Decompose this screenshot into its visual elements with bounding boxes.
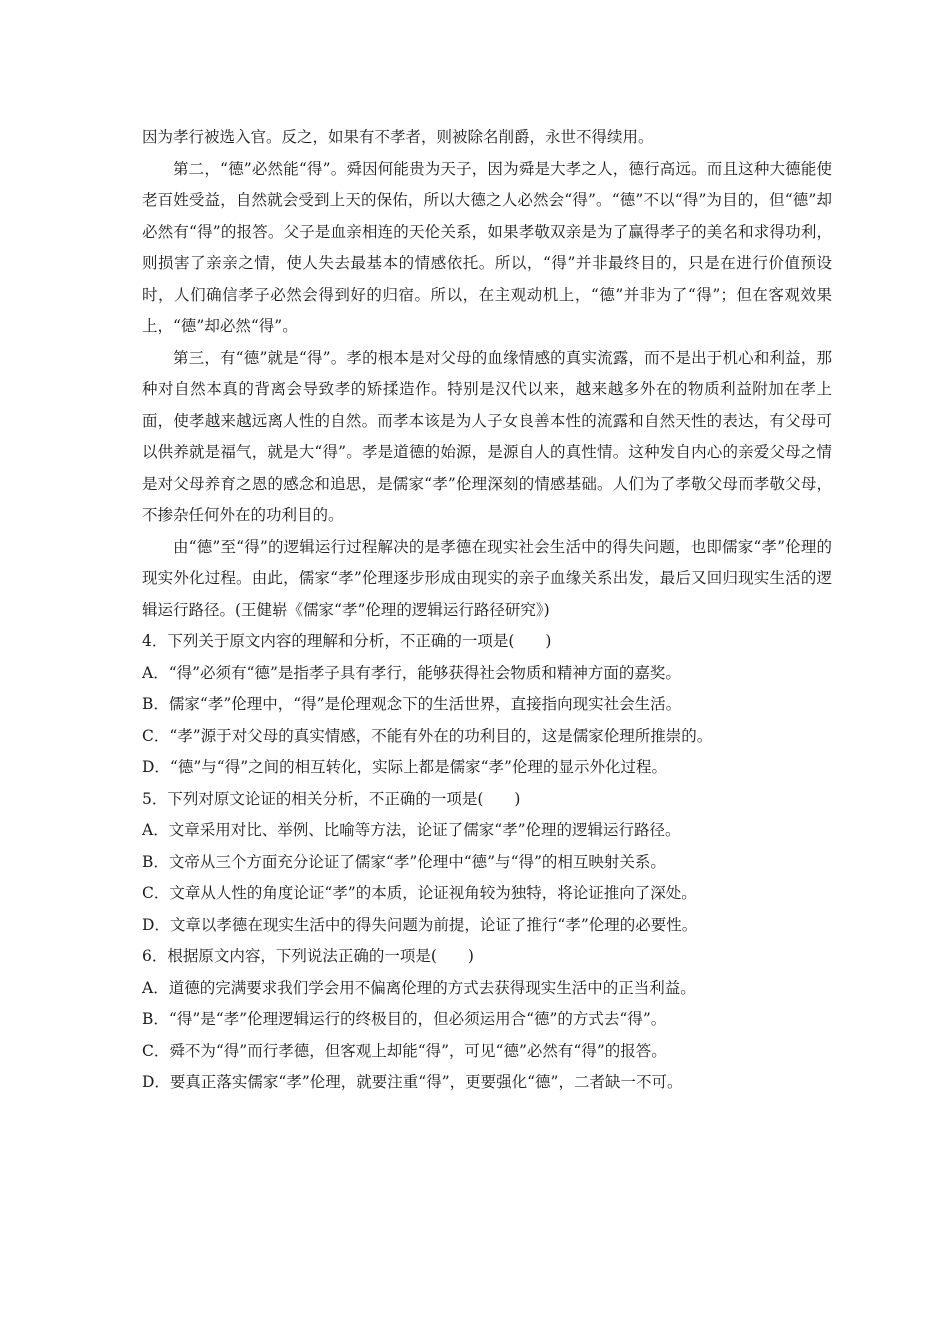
option-b: B．文帝从三个方面充分论证了儒家“孝”伦理中“德”与“得”的相互映射关系。 xyxy=(142,852,666,871)
option-b: B．儒家“孝”伦理中，“得”是伦理观念下的生活世界，直接指向现实社会生活。 xyxy=(142,695,682,713)
question-stem: 6．根据原文内容，下列说法正确的一项是( ) xyxy=(142,947,474,965)
passage xyxy=(142,122,832,626)
option-d: D．“德”与“得”之间的相互转化，实际上都是儒家“孝”伦理的显示外化过程。 xyxy=(142,758,667,776)
question-stem: 4．下列关于原文内容的理解和分析，不正确的一项是( ) xyxy=(142,632,552,650)
option-d: D．要真正落实儒家“孝”伦理，就要注重“得”，更要强化“德”，二者缺一不可。 xyxy=(142,1073,683,1091)
question-stem: 5．下列对原文论证的相关分析，不正确的一项是( ) xyxy=(142,789,521,808)
option-c: C．文章从人性的角度论证“孝”的本质，论证视角较为独特，将论证推向了深处。 xyxy=(142,884,697,902)
paragraph-4: 由“德”至“得”的逻辑运行过程解决的是孝德在现实社会生活中的得失问题，也即儒家“孝”伦理的现实外化过程。由此，儒家“孝”伦理逐步形成由现实的亲子血缘关系出发，最后又回归现实生活的逻辑运行路径。(王健崭《儒家“孝”伦理的逻辑运行路径研究》) xyxy=(142,537,832,619)
option-a: A．文章采用对比、举例、比喻等方法，论证了儒家“孝”伦理的逻辑运行路径。 xyxy=(142,821,681,839)
paragraph-1: 因为孝行被选入官。反之，如果有不孝者，则被除名削爵，永世不得续用。 xyxy=(142,128,654,146)
option-a: A．道德的完满要求我们学会用不偏离伦理的方式去获得现实生活中的正当利益。 xyxy=(142,978,696,997)
paragraph-2: 第二，“德”必然能“得”。舜因何能贵为天子，因为舜是大孝之人，德行高远。而且这种大德能使老百姓受益，自然就会受到上天的保佑，所以大德之人必然会“得”。“德”不以“得”为目的，但“德”却必然有“得”的报答。父子是血亲相连的天伦关系，如果孝敬双亲是为了赢得孝子的美名和求得功利，则损害了亲亲之情，使人失去最基本的情感依托。所以，“得”并非最终目的，只是在进行价值预设时，人们确信孝子必然会得到好的归宿。所以，在主观动机上，“德”并非为了“得”；但在客观效果上，“德”却必然“得”。 xyxy=(142,159,832,335)
paragraph-3: 第三，有“德”就是“得”。孝的根本是对父母的血缘情感的真实流露，而不是出于机心和利益，那种对自然本真的背离会导致孝的矫揉造作。特别是汉代以来，越来越多外在的物质利益附加在孝上面，使孝越来越远离人性的自然。而孝本该是为人子女良善本性的流露和自然天性的表达，有父母可以供养就是福气，就是大“得”。孝是道德的始源，是源自人的真性情。这种发自内心的亲爱父母之情是对父母养育之恩的感念和追思，是儒家“孝”伦理深刻的情感基础。人们为了孝敬父母而孝敬父母，不掺杂任何外在的功利目的。 xyxy=(142,348,832,524)
question-6 xyxy=(142,941,832,1099)
option-c: C．舜不为“得”而行孝德，但客观上却能“得”，可见“德”必然有“得”的报答。 xyxy=(142,1041,667,1060)
option-c: C．“孝”源于对父母的真实情感，不能有外在的功利目的，这是儒家伦理所推崇的。 xyxy=(142,726,713,745)
option-a: A．“得”必须有“德”是指孝子具有孝行，能够获得社会物质和精神方面的嘉奖。 xyxy=(142,663,681,682)
option-d: D．文章以孝德在现实生活中的得失问题为前提，论证了推行“孝”伦理的必要性。 xyxy=(142,915,698,934)
option-b: B．“得”是“孝”伦理逻辑运行的终极目的，但必须运用合“德”的方式去“得”。 xyxy=(142,1010,667,1028)
document-page xyxy=(142,122,832,1099)
question-4 xyxy=(142,626,832,784)
question-5 xyxy=(142,784,832,942)
